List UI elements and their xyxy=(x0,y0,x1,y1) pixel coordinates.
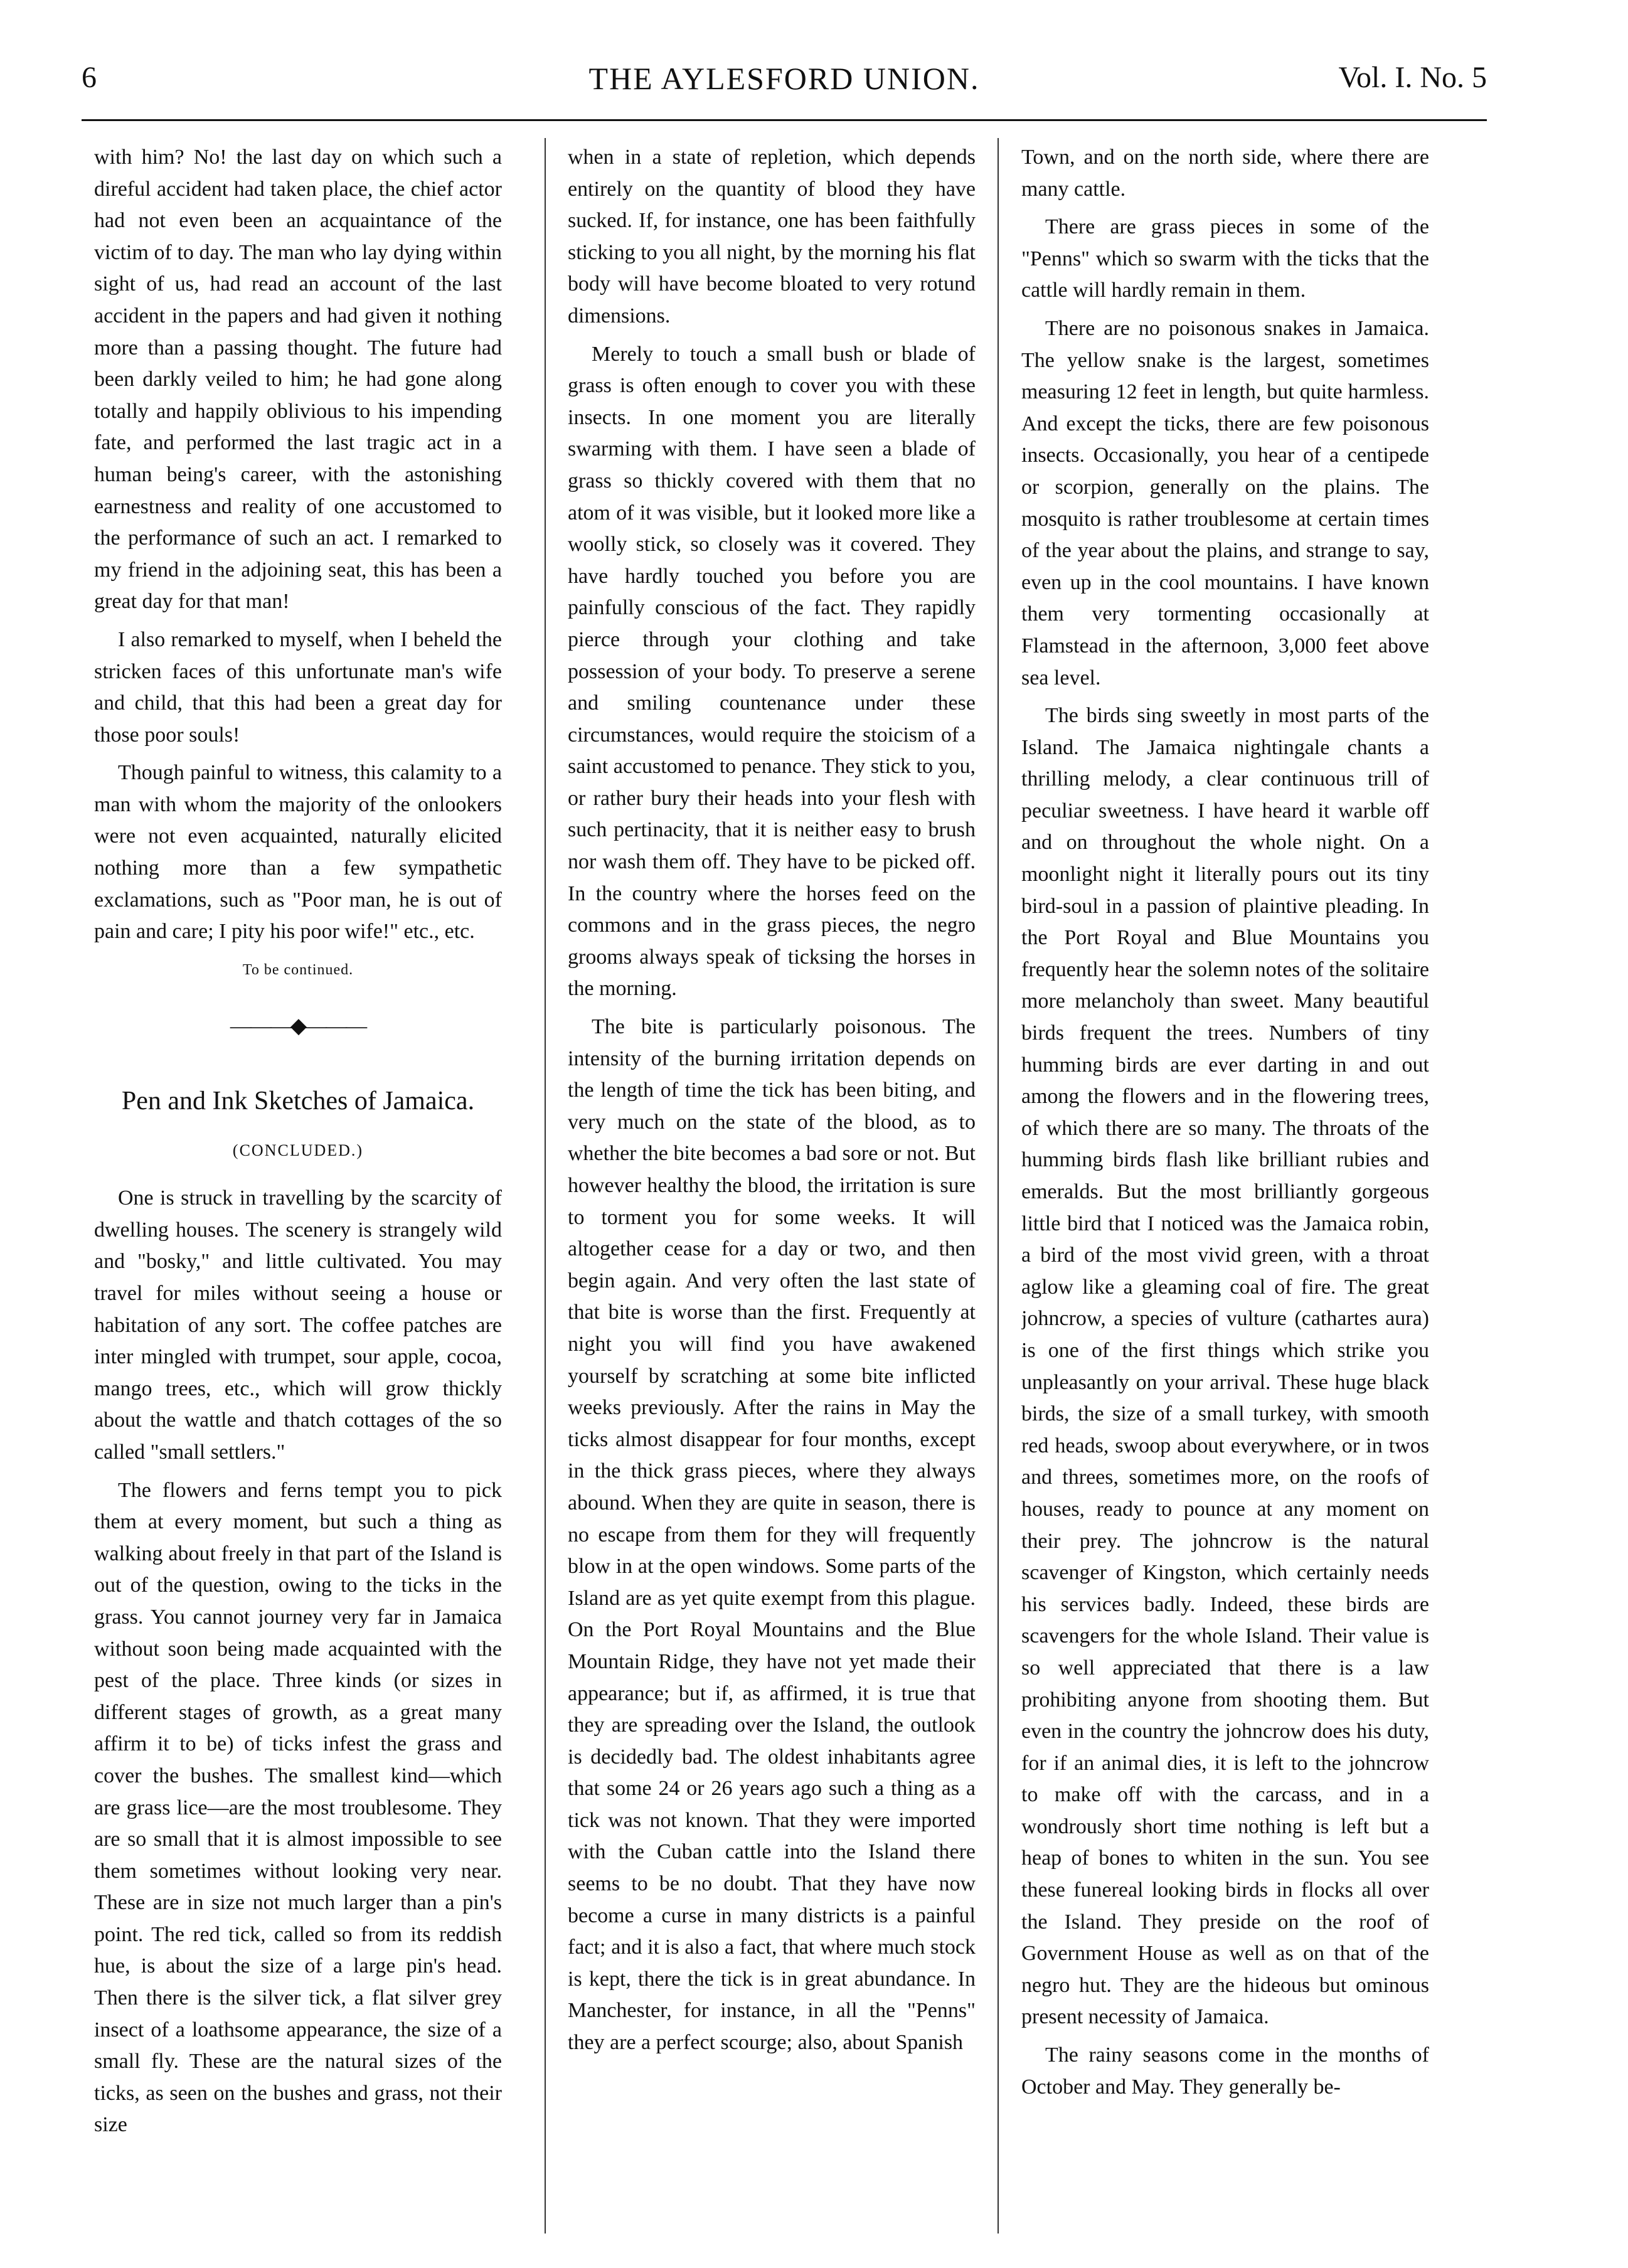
paragraph: Town, and on the north side, where there are many cattle. xyxy=(1021,146,1429,201)
to-be-continued-note: To be continued. xyxy=(242,961,354,978)
paragraph: The flowers and ferns tempt you to pick them at every moment, but such a thing as walking about freely in that part of the Island is out of the question, owing to the ticks in the grass. You cannot journey very far in Jamaica without soon being made acquainted with the pest of the place. Three kinds (or sizes in different stages of growth, as a great many affirm it to be) of ticks infest the grass and cover the bushes. The smallest kind—which are grass lice—are the most troublesome. They are so small that it is almost impossible to see them sometimes without looking very near. These are in size not much larger than a pin's point. The red tick, called so from its reddish hue, is about the size of a large pin's head. Then there is the silver tick, a flat silver grey insect of a loathsome appearance, the size of a small fly. These are the natural sizes of the ticks, as seen on the bushes and grass, not their size xyxy=(94,1478,502,2137)
paragraph: The rainy seasons come in the months of October and May. They generally be- xyxy=(1021,2043,1429,2099)
newspaper-title: THE AYLESFORD UNION. xyxy=(588,61,980,96)
paragraph: The birds sing sweetly in most parts of the Island. The Jamaica nightingale chants a thrilling melody, a clear continuous trill of peculiar sweetness. I have heard it warble off and on throughout the whole night. On a moonlight night it literally pours out its tiny bird-soul in a passion of plaintive pleading. In the Port Royal and Blue Mountains you frequently hear the solemn notes of the solitaire more melancholy than sweet. Many beautiful birds frequent the trees. Numbers of tiny humming birds are ever darting in and out among the flowers and in the flowering trees, of which there are so many. The throats of the humming birds flash like brilliant rubies and emeralds. But the most brilliantly gorgeous little bird that I noticed was the Jamaica robin, a bird of the most vivid green, with a throat aglow like a gleaming coal of fire. The great johncrow, a species of vulture (cathartes aura) is one of the first things which strike you unpleasantly on your arrival. These huge black birds, the size of a small turkey, with smooth red heads, swoop about everywhere, or in twos and threes, sometimes more, on the roofs of houses, ready to pounce at any moment on their prey. The johncrow is the natural scavenger of Kingston, which certainly needs his services badly. Indeed, these birds are scavengers for the whole Island. Their value is so well appreciated that there is a law prohibiting anyone from shooting them. But even in the country the johncrow does his duty, for if an animal dies, it is left to the johncrow to make off with the carcass, and in a wondrously short time nothing is left but a heap of bones to whiten in the sun. You see these funereal looking birds in flocks all over the Island. They preside on the roof of Government House as well as on that of the negro hut. They are the hideous but ominous present necessity of Jamaica. xyxy=(1021,704,1429,2029)
column-1 xyxy=(94,142,502,2231)
page-number: 6 xyxy=(82,61,97,94)
column-divider xyxy=(545,138,546,2233)
section-ornament: ———◆——— xyxy=(230,1014,366,1038)
paragraph: Merely to touch a small bush or blade of grass is often enough to cover you with these insects. In one moment you are literally swarming with them. I have seen a blade of grass so thickly covered with them that no atom of it was visible, but it looked more like a woolly stick, so closely was it covered. They have hardly touched you before you are painfully conscious of the fact. They rapidly pierce through your clothing and take possession of your body. To preserve a serene and smiling countenance under these circumstances, would require the stoicism of a saint accustomed to penance. They stick to you, or rather bury their heads into your flesh with such pertinacity, that it is neither easy to brush nor wash them off. They have to be picked off. In the country where the horses feed on the commons and in the grass pieces, the negro grooms always speak of ticksing the horses in the morning. xyxy=(568,342,976,1001)
paragraph: with him? No! the last day on which such a direful accident had taken place, the chief actor had not even been an acquaintance of the victim of to day. The man who lay dying within sight of us, had read an account of the last accident in the papers and had given it nothing more than a passing thought. The future had been darkly veiled to him; he had gone along totally and happily oblivious to his impending fate, and performed the last tragic act in a human being's career, with the astonishing earnestness and reality of one accustomed to the performance of such an act. I remarked to my friend in the adjoining seat, this has been a great day for that man! xyxy=(94,146,502,614)
volume-issue: Vol. I. No. 5 xyxy=(1338,61,1487,94)
paragraph: There are no poisonous snakes in Jamaica. The yellow snake is the largest, sometimes measuring 12 feet in length, but quite harmless. And except the ticks, there are few poisonous insects. Occasionally, you hear of a centipede or scorpion, generally on the plains. The mosquito is rather troublesome at certain times of the year about the plains, and strange to say, even up in the cool mountains. I have known them very tormenting occasionally at Flamstead in the afternoon, 3,000 feet above sea level. xyxy=(1021,316,1429,689)
column-divider xyxy=(998,138,999,2233)
paragraph: One is struck in travelling by the scarcity of dwelling houses. The scenery is strangely wild and "bosky," and little cultivated. You may travel for miles without seeing a house or habitation of any sort. The coffee patches are inter mingled with trumpet, sour apple, cocoa, mango trees, etc., which will grow thickly about the wattle and thatch cottages of the so called "small settlers." xyxy=(94,1186,502,1464)
article-title: Pen and Ink Sketches of Jamaica. xyxy=(121,1087,475,1116)
article-subtitle: (CONCLUDED.) xyxy=(232,1141,364,1159)
paragraph: when in a state of repletion, which depends entirely on the quantity of blood they have sucked. If, for instance, one has been faithfully sticking to you all night, by the morning his flat body will have become bloated to very rotund dimensions. xyxy=(568,146,976,327)
paragraph: The bite is particularly poisonous. The intensity of the burning irritation depends on the length of time the tick has been biting, and very much on the state of the blood, as to whether the bite becomes a bad sore or not. But however healthy the blood, the irritation is sure to torment you for some weeks. It will altogether cease for a day or two, and then begin again. And very often the last state of that bite is worse than the first. Frequently at night you will find you have awakened yourself by scratching at some bite inflicted weeks previously. After the rains in May the ticks almost disappear for four months, except in the thick grass pieces, where they always abound. When they are quite in season, there is no escape from them for they will frequently blow in at the open windows. Some parts of the Island are as yet quite exempt from this plague. On the Port Royal Mountains and the Blue Mountain Ridge, they have not yet made their appearance; but if, as affirmed, it is true that they are spreading over the Island, the outlook is decidedly bad. The oldest inhabitants agree that some 24 or 26 years ago such a thing as a tick was not known. That they were imported with the Cuban cattle into the Island there seems to be no doubt. That they have now become a curse in many districts is a painful fact; and it is also a fact, that where much stock is kept, there the tick is in great abundance. In Manchester, for instance, in all the "Penns" they are a perfect scourge; also, about Spanish xyxy=(568,1015,976,2055)
header-rule xyxy=(82,119,1487,121)
paragraph: Though painful to witness, this calamity to a man with whom the majority of the onlookers were not even acquainted, naturally elicited nothing more than a few sympathetic exclamations, such as "Poor man, he is out of pain and care; I pity his poor wife!" etc., etc. xyxy=(94,761,502,944)
column-2 xyxy=(568,142,976,2231)
paragraph: I also remarked to myself, when I beheld the stricken faces of this unfortunate man's wife and child, that this had been a great day for those poor souls! xyxy=(94,627,502,747)
page-header xyxy=(82,60,1487,117)
column-3 xyxy=(1021,142,1429,2231)
paragraph: There are grass pieces in some of the "Penns" which so swarm with the ticks that the cattle will hardly remain in them. xyxy=(1021,215,1429,302)
